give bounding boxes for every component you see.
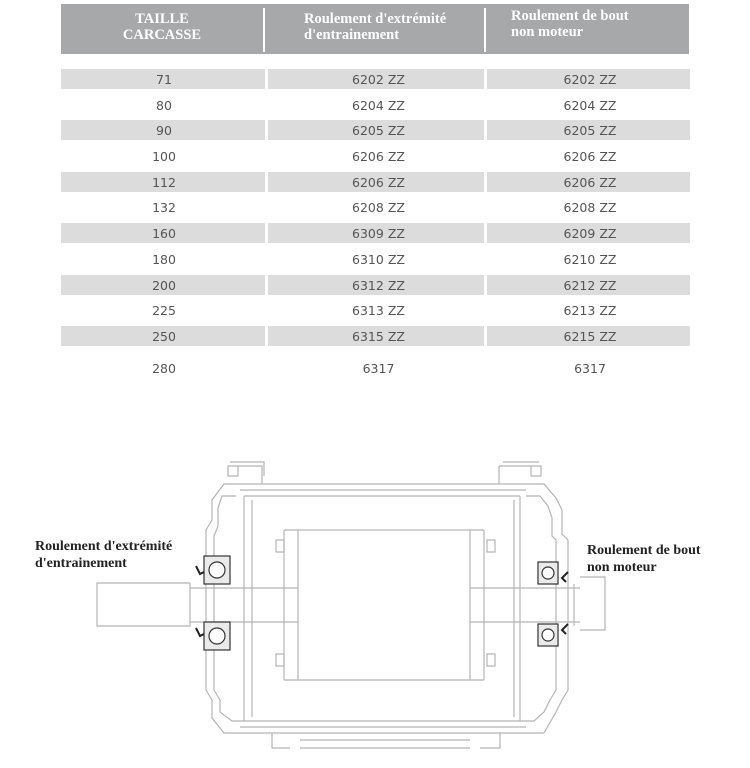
cell-non-drive-end: 6210 ZZ (563, 251, 617, 267)
cell-drive-end: 6204 ZZ (352, 97, 405, 113)
motor-housing (97, 462, 605, 748)
header-non-drive-end-bearing: Roulement de bout non moteur (511, 8, 629, 40)
non-drive-end-bearing-bottom-icon (538, 624, 568, 646)
non-drive-end-bearing-label: Roulement de bout non moteur (587, 543, 701, 575)
cell-drive-end: 6206 ZZ (352, 174, 405, 190)
cell-drive-end: 6313 ZZ (352, 303, 405, 319)
cell-drive-end: 6315 ZZ (352, 328, 405, 344)
cell-non-drive-end: 6202 ZZ (563, 72, 617, 87)
cell-non-drive-end: 6208 ZZ (563, 200, 617, 216)
cell-frame-size: 80 (156, 97, 172, 113)
drive-end-bearing-bottom-icon (196, 622, 230, 650)
cell-frame-size: 112 (152, 174, 176, 190)
cell-non-drive-end: 6317 (574, 360, 606, 376)
cell-non-drive-end: 6212 ZZ (563, 277, 617, 293)
cell-frame-size: 250 (152, 328, 176, 344)
cell-drive-end: 6310 ZZ (352, 251, 405, 267)
cell-non-drive-end: 6213 ZZ (563, 303, 617, 319)
cell-non-drive-end: 6205 ZZ (563, 123, 617, 139)
header-frame-size: TAILLE CARCASSE (122, 11, 202, 43)
cell-frame-size: 132 (152, 200, 176, 216)
cell-frame-size: 200 (152, 277, 176, 293)
cell-drive-end: 6309 ZZ (352, 226, 405, 242)
cell-non-drive-end: 6206 ZZ (563, 149, 617, 165)
cell-non-drive-end: 6204 ZZ (563, 97, 617, 113)
cell-frame-size: 225 (152, 303, 176, 319)
cell-non-drive-end: 6206 ZZ (563, 174, 617, 190)
drive-end-bearing-top-icon (196, 556, 230, 584)
cell-drive-end: 6208 ZZ (352, 200, 405, 216)
cell-drive-end: 6206 ZZ (352, 149, 405, 165)
cell-frame-size: 180 (152, 251, 176, 267)
drive-end-bearing-label: Roulement d'extrémité d'entrainement (35, 539, 173, 571)
cell-drive-end: 6205 ZZ (352, 123, 405, 139)
cell-drive-end: 6317 (362, 360, 395, 376)
cell-frame-size: 71 (156, 72, 172, 87)
cell-frame-size: 90 (156, 123, 172, 139)
cell-non-drive-end: 6209 ZZ (563, 226, 617, 242)
cell-drive-end: 6312 ZZ (352, 277, 405, 293)
cell-frame-size: 160 (152, 226, 176, 242)
cell-drive-end: 6202 ZZ (352, 72, 405, 87)
cell-non-drive-end: 6215 ZZ (563, 328, 617, 344)
header-drive-end-bearing: Roulement d'extrémité d'entrainement (304, 11, 447, 43)
cell-frame-size: 280 (152, 360, 176, 376)
cell-frame-size: 100 (152, 149, 176, 165)
non-drive-end-bearing-top-icon (538, 562, 568, 584)
